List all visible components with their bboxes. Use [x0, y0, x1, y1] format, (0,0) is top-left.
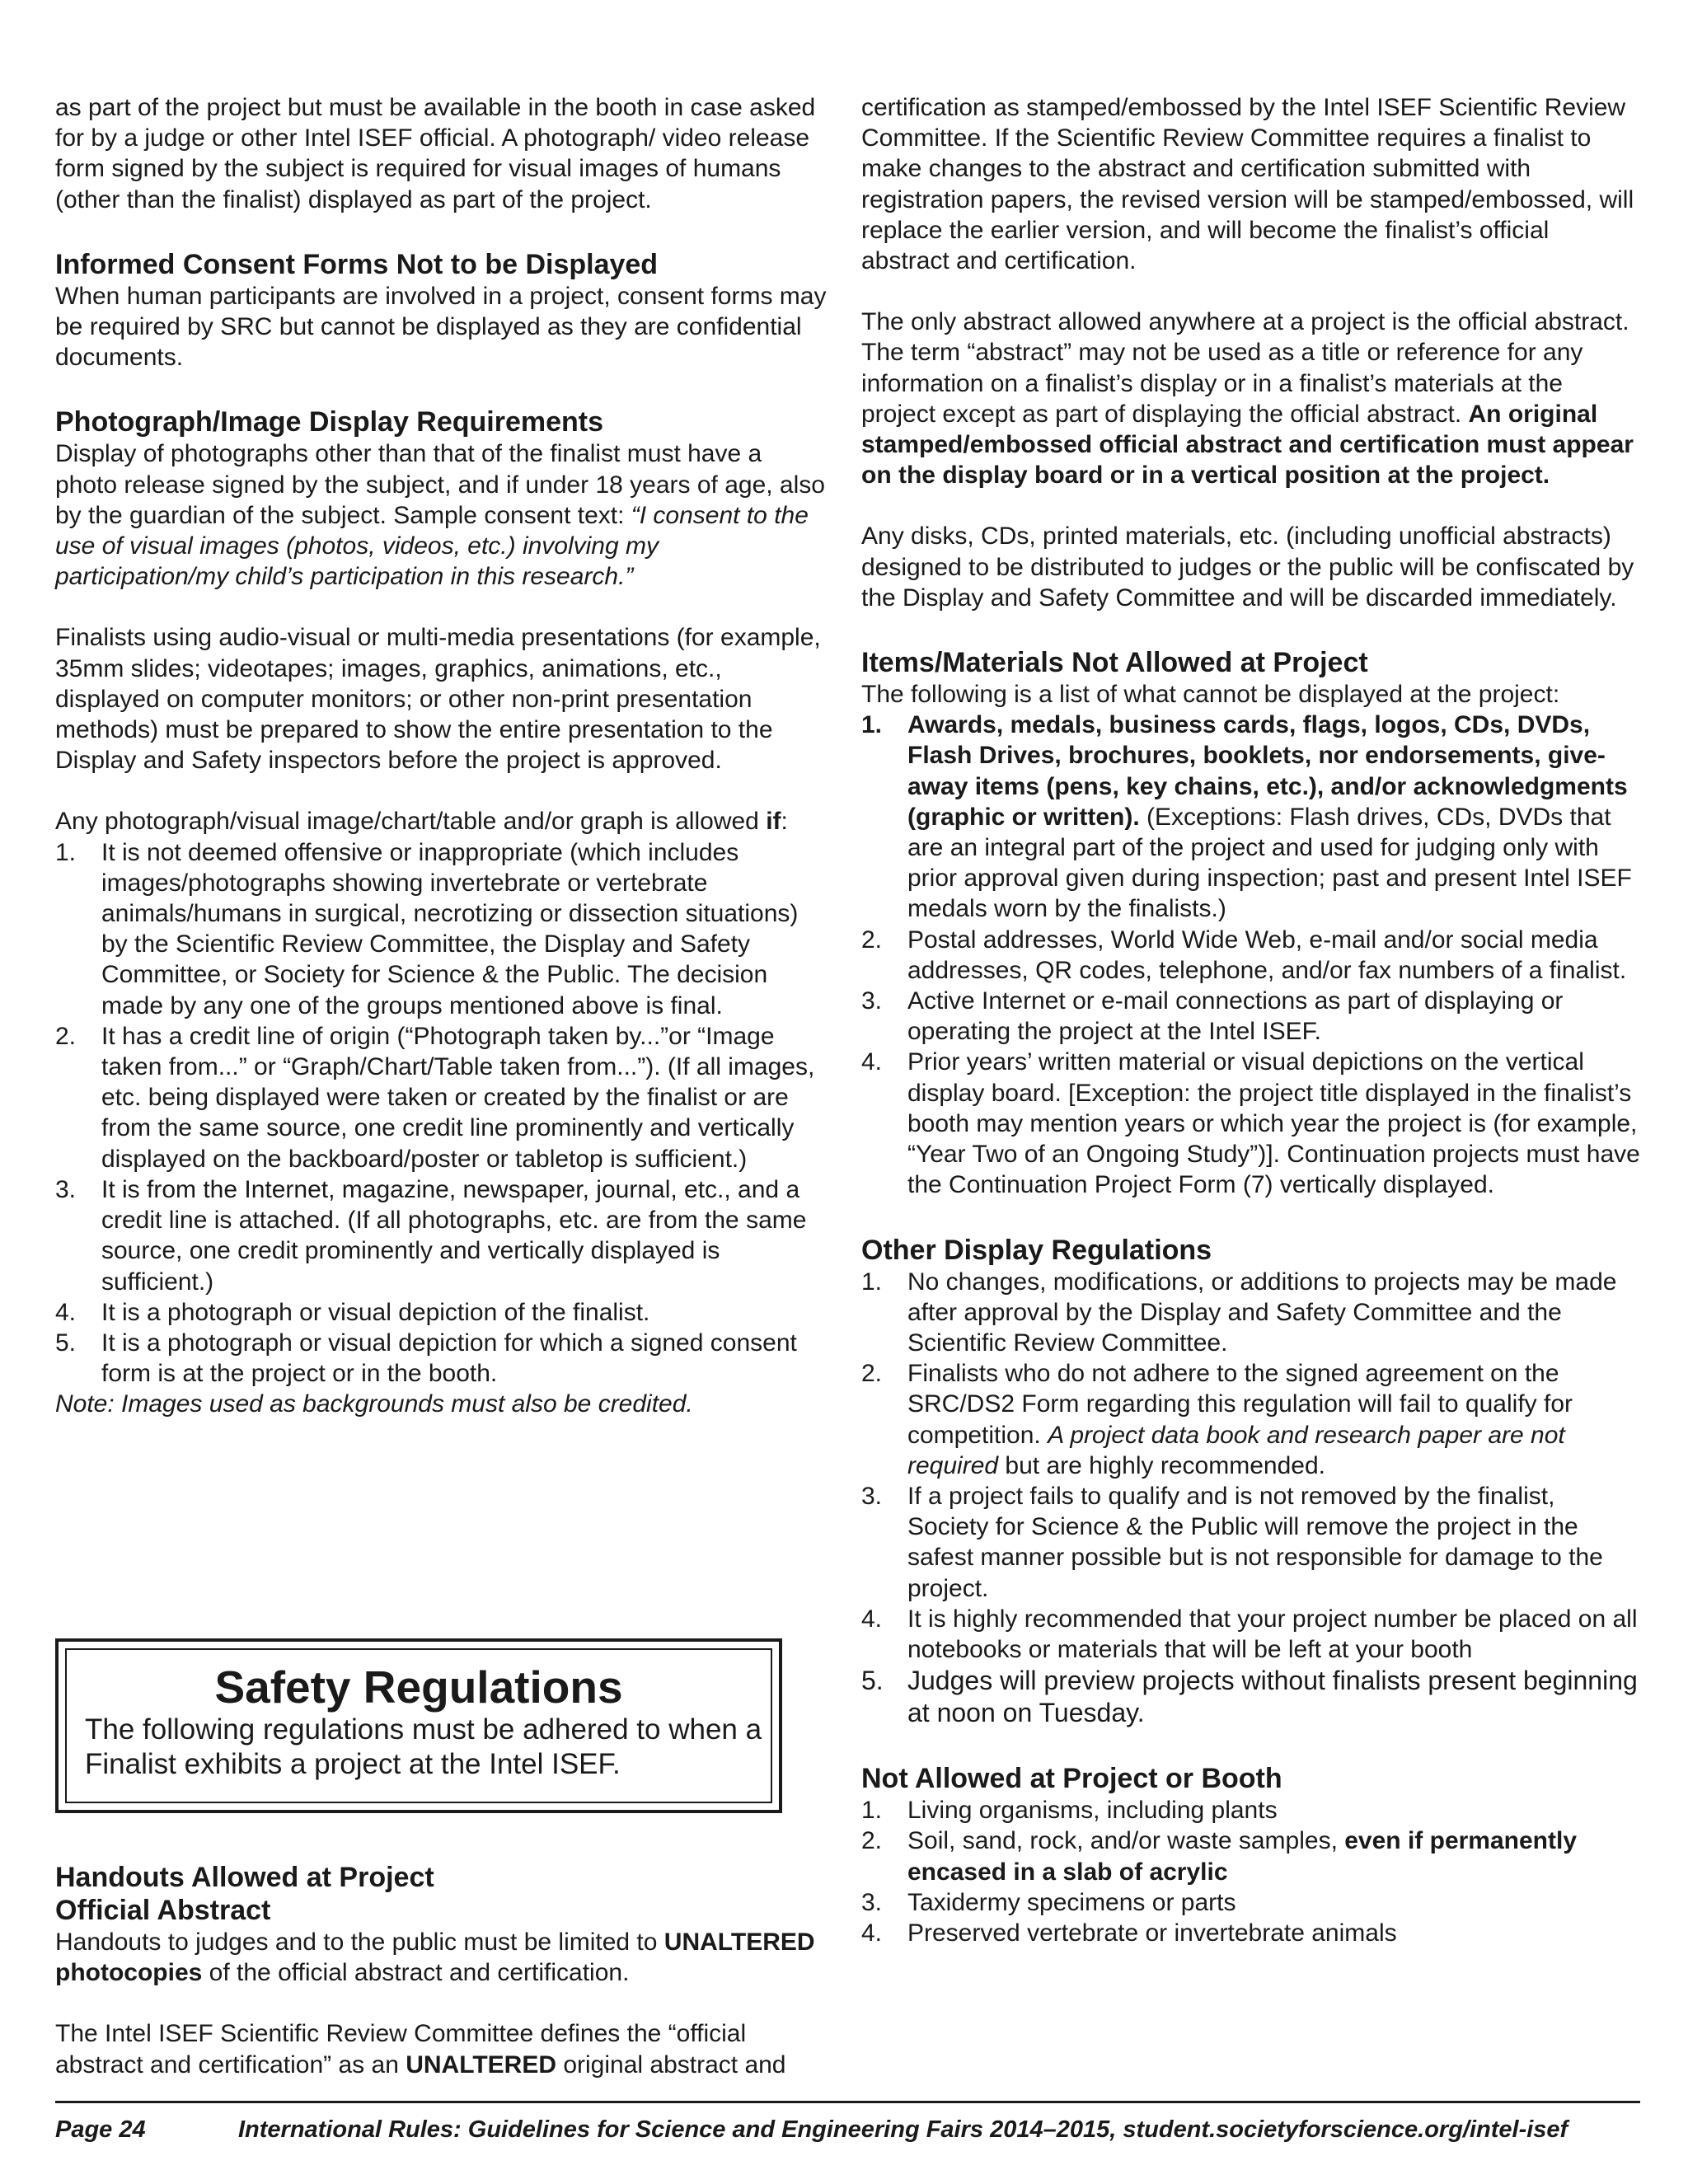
list-item — [861, 1604, 1640, 1665]
note-text: Note: Images used as backgrounds must also be credited. — [55, 1390, 693, 1418]
list-text: It is from the Internet, magazine, newspaper, journal, etc., and a credit line is attached. (If all photographs, etc. are from the same source, one credit prominently and vertically displayed is sufficient.) — [101, 1175, 807, 1296]
photo-heading: Photograph/Image Display Requirements — [55, 406, 604, 438]
certification-paragraph: certification as stamped/embossed by the Intel ISEF Scientific Review Committee. If the Scientific Review Committee requires a finalist to make changes to the abstract and certification submitted with registration papers, the revised version will be stamped/embossed, will replace the earlier version, and will become the finalist’s official abstract and certification. — [861, 94, 1634, 275]
list-text: Preserved vertebrate or invertebrate animals — [907, 1919, 1397, 1947]
list-text-2: but are highly recommended. — [998, 1451, 1325, 1479]
list-item — [861, 1665, 1640, 1729]
av-paragraph: Finalists using audio-visual or multi-media presentations (for example, 35mm slides; videotapes; images, graphics, animations, etc., displayed on computer monitors; or other non-print presentation methods) must be prepared to show the entire presentation to the Display and Safety inspectors before the project is approved. — [55, 624, 821, 775]
list-number: 3. — [861, 1482, 883, 1510]
right-column — [861, 92, 1640, 1948]
page-number: Page 24 — [55, 2116, 146, 2143]
list-item — [55, 837, 828, 1021]
footer-title: International Rules: Guidelines for Science and Engineering Fairs 2014–2015, student.societyforscience.org/intel-isef — [238, 2116, 1568, 2143]
list-bold-text: Awards, medals, business cards, flags, logos, CDs, DVDs, Flash Drives, brochures, booklets, nor endorsements, give-away items (pens, key chains, etc.), and/or acknowledgments (graphic or written). — [907, 711, 1628, 831]
list-number: 4. — [861, 1919, 883, 1947]
list-item — [55, 1174, 828, 1297]
defines-bold: UNALTERED — [406, 2050, 556, 2079]
allowed-text: Any photograph/visual image/chart/table and/or graph is allowed — [55, 808, 767, 836]
disks-paragraph: Any disks, CDs, printed materials, etc. (including unofficial abstracts) designed to be distributed to judges or the public will be confiscated by the Display and Safety Committee and will be discarded immediately. — [861, 523, 1634, 612]
list-number: 2. — [861, 926, 883, 954]
list-number: 1. — [861, 1268, 883, 1296]
booth-list — [861, 1795, 1640, 1948]
only-abstract-text: The only abstract allowed anywhere at a project is the official abstract. The term “abstract” may not be used as a title or reference for any information on a finalist’s display or in a finalist’s materials at the project except as part of displaying the official abstract. — [861, 308, 1629, 428]
list-number: 5. — [861, 1666, 884, 1696]
other-regulations-list — [861, 1267, 1640, 1730]
defines-paragraph — [55, 2018, 828, 2079]
list-italic-text: A project data book and research paper are not required — [907, 1421, 1565, 1479]
other-heading: Other Display Regulations — [861, 1234, 1212, 1266]
booth-heading: Not Allowed at Project or Booth — [861, 1763, 1282, 1795]
handouts-section — [55, 1861, 828, 2080]
list-text: No changes, modifications, or additions to projects may be made after approval by the Display and Safety Committee and the Scientific Review Committee. — [907, 1268, 1617, 1357]
list-item — [861, 1825, 1640, 1886]
allowed-paragraph — [55, 806, 828, 837]
list-text: Judges will preview projects without finalists present beginning at noon on Tuesday. — [907, 1666, 1638, 1728]
safety-regulations-box — [55, 1638, 782, 1813]
handouts-text-1: Handouts to judges and to the public must be limited to — [55, 1929, 664, 1956]
list-number: 2. — [861, 1827, 883, 1855]
list-number: 2. — [55, 1022, 77, 1050]
list-text: Finalists who do not adhere to the signed agreement on the SRC/DS2 Form regarding this regulation will fail to qualify for competition. — [907, 1360, 1573, 1449]
list-item — [861, 925, 1640, 986]
list-number: 3. — [861, 1888, 883, 1916]
list-number: 1. — [861, 1797, 883, 1825]
list-item — [55, 1328, 828, 1389]
list-number: 5. — [55, 1329, 77, 1357]
list-item — [861, 1918, 1640, 1948]
allowed-list — [55, 837, 828, 1390]
list-item — [55, 1021, 828, 1174]
handouts-heading: Handouts Allowed at Project — [55, 1862, 434, 1893]
list-number: 3. — [861, 987, 883, 1015]
list-item — [861, 1795, 1640, 1825]
consent-heading: Informed Consent Forms Not to be Displayed — [55, 248, 659, 280]
list-text: It has a credit line of origin (“Photograph taken by...”or “Image taken from...” or “Graph/Chart/Table taken from...”). (If all images, etc. being displayed were taken or created by the finalist or are from the same source, one credit line prominently and vertically displayed on the backboard/poster or tabletop is sufficient.) — [101, 1022, 815, 1173]
list-text: Soil, sand, rock, and/or waste samples, — [907, 1827, 1345, 1855]
list-number: 1. — [861, 711, 883, 739]
list-number: 4. — [861, 1605, 883, 1633]
defines-text-2: original abstract and — [556, 2050, 786, 2079]
list-text: Living organisms, including plants — [907, 1797, 1278, 1825]
official-abstract-heading: Official Abstract — [55, 1895, 271, 1926]
list-number: 4. — [55, 1298, 77, 1326]
list-number: 3. — [55, 1175, 77, 1203]
list-text: Taxidermy specimens or parts — [907, 1888, 1236, 1916]
page-footer — [55, 2115, 1568, 2144]
allowed-if: if — [766, 808, 781, 836]
list-item — [861, 986, 1640, 1047]
list-number: 2. — [861, 1360, 883, 1388]
safety-subtitle: The following regulations must be adhered to when a Finalist exhibits a project at the Intel ISEF. — [85, 1713, 762, 1780]
photo-paragraph — [55, 438, 828, 592]
list-text: It is highly recommended that your project number be placed on all notebooks or materials that will be left at your booth — [907, 1605, 1638, 1663]
handouts-paragraph — [55, 1927, 828, 1988]
list-item — [861, 1887, 1640, 1918]
items-heading: Items/Materials Not Allowed at Project — [861, 647, 1368, 679]
only-abstract-paragraph — [861, 307, 1640, 490]
safety-inner-frame — [65, 1648, 772, 1803]
photo-text: Display of photographs other than that of the finalist must have a photo release signed by the subject, and if under 18 years of age, also by the guardian of the subject. Sample consent text: — [55, 440, 825, 529]
list-number: 4. — [861, 1048, 883, 1076]
list-item — [861, 1358, 1640, 1481]
footer-rule — [55, 2101, 1640, 2103]
list-item — [861, 1267, 1640, 1359]
items-not-allowed-list — [861, 710, 1640, 1200]
list-text: (Exceptions: Flash drives, CDs, DVDs that are an integral part of the project and used for judging only with prior approval given during inspection; past and present Intel ISEF medals worn by the finalists.) — [907, 803, 1632, 923]
list-text: It is not deemed offensive or inappropriate (which includes images/photographs showing invertebrate or vertebrate animals/humans in surgical, necrotizing or dissection situations) by the Scientific Review Committee, the Display and Safety Committee, or Society for Science & the Public. The decision made by any one of the groups mentioned above is final. — [101, 838, 799, 1019]
consent-paragraph: When human participants are involved in a project, consent forms may be required by SRC but cannot be displayed as they are confidential documents. — [55, 282, 827, 372]
list-text: Active Internet or e-mail connections as part of displaying or operating the project at the Intel ISEF. — [907, 987, 1564, 1046]
list-item — [55, 1297, 828, 1328]
list-text: Postal addresses, World Wide Web, e-mail and/or social media addresses, QR codes, telephone, and/or fax numbers of a finalist. — [907, 926, 1627, 984]
intro-paragraph: as part of the project but must be available in the booth in case asked for by a judge or other Intel ISEF official. A photograph/ video release form signed by the subject is required for visual images of humans (other than the finalist) displayed as part of the project. — [55, 94, 816, 213]
safety-title: Safety Regulations — [214, 1661, 623, 1713]
handouts-bold: UNALTERED photocopies — [55, 1929, 815, 1987]
list-text: If a project fails to qualify and is not removed by the finalist, Society for Science & the Public will remove the project in the safest manner possible but is not responsible for damage to the project. — [907, 1482, 1603, 1602]
list-item — [861, 1481, 1640, 1604]
photo-quote: “I consent to the use of visual images (photos, videos, etc.) involving my participation/my child’s participation in this research.” — [55, 501, 809, 591]
defines-text-1: The Intel ISEF Scientific Review Committee defines the “official abstract and certification” as an — [55, 2020, 747, 2079]
list-item — [861, 710, 1640, 924]
only-abstract-bold: An original stamped/embossed official abstract and certification must appear on the display board or in a vertical position at the project. — [861, 400, 1634, 490]
list-number: 1. — [55, 838, 77, 866]
handouts-text-2: of the official abstract and certification. — [202, 1959, 630, 1987]
list-text: It is a photograph or visual depiction for which a signed consent form is at the project or in the booth. — [101, 1329, 797, 1388]
list-bold-text: even if permanently encased in a slab of acrylic — [907, 1827, 1578, 1886]
list-text: Prior years’ written material or visual depictions on the vertical display board. [Exception: the project title displayed in the finalist’s booth may mention years or which year the project is (for example, “Year Two of an Ongoing Study”)]. Continuation projects must have the Continuation Project Form (7) vertically displayed. — [907, 1048, 1640, 1199]
list-item — [861, 1047, 1640, 1200]
allowed-colon: : — [781, 808, 788, 836]
list-text: It is a photograph or visual depiction of the finalist. — [101, 1298, 650, 1326]
items-intro: The following is a list of what cannot be displayed at the project: — [861, 681, 1560, 709]
left-column — [55, 92, 828, 1420]
